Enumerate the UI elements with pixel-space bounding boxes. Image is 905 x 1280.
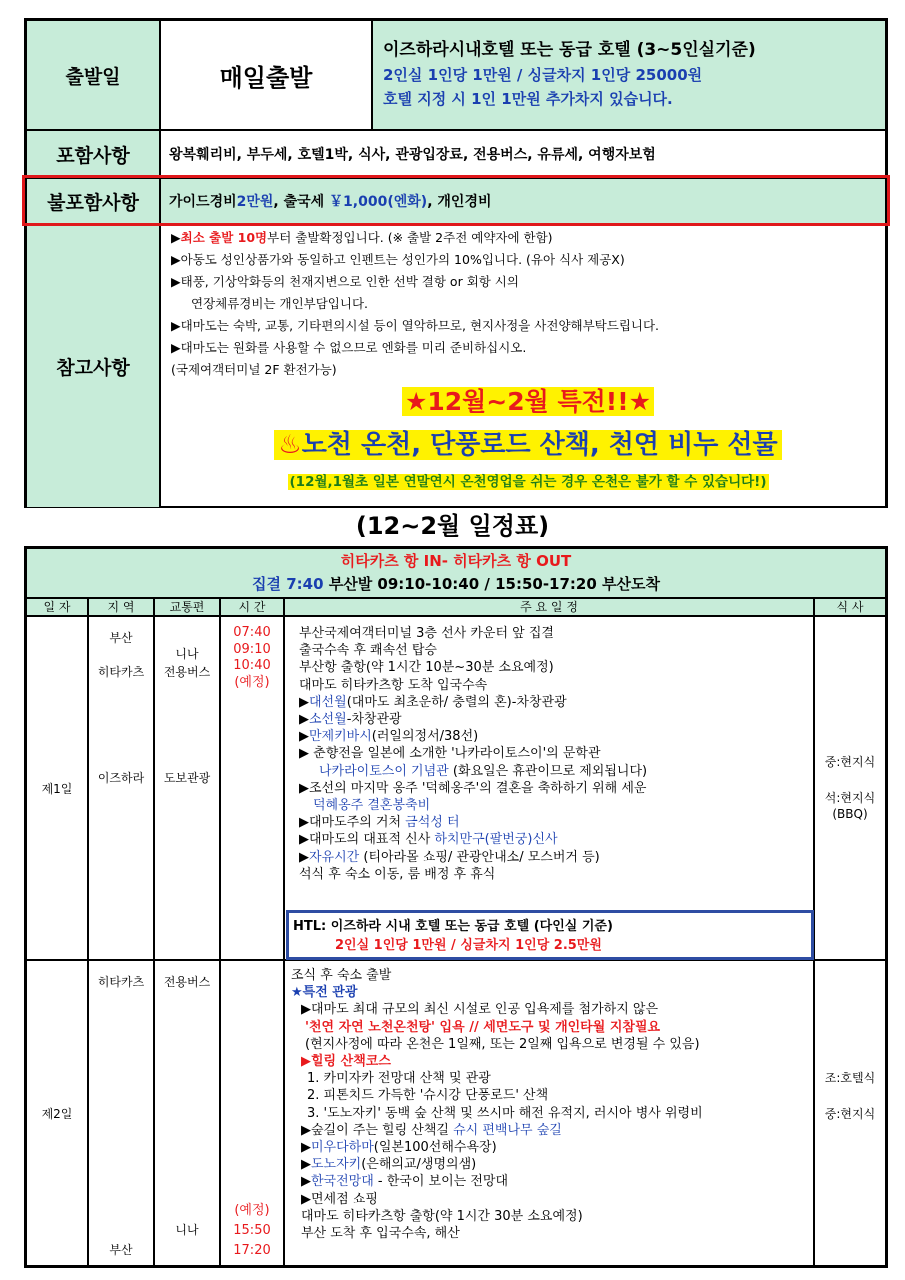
- note-3: ▶태풍, 기상악화등의 천재지변으로 인한 선박 결항 or 회항 시의: [171, 274, 519, 289]
- notes-label: 참고사항: [56, 356, 130, 379]
- note-2: ▶아동도 성인상품가와 동일하고 인펜트는 성인가의 10%입니다. (유아 식사 제공X): [171, 252, 625, 267]
- day1-transport-2: 도보관광: [163, 771, 211, 785]
- note-6: ▶대마도는 원화를 사용할 수 없으므로 엔화를 미리 준비하십시오.: [171, 340, 527, 355]
- d2-l16: 부산 도착 후 입국수속, 해산: [301, 1226, 460, 1242]
- day1-transport-0: 니나: [175, 647, 199, 661]
- d1-l15: 석식 후 숙소 이동, 룸 배정 후 휴식: [299, 866, 496, 882]
- day1-time-1: 09:10: [233, 641, 271, 657]
- note-1: [171, 227, 885, 249]
- day1-meal-cell: [814, 616, 886, 960]
- col-day: 일 자: [26, 598, 88, 616]
- d2-l1: 조식 후 숙소 출발: [291, 968, 392, 983]
- day2-transport-cell: [154, 960, 220, 1266]
- excluded-c: , 출국세: [273, 194, 330, 210]
- notes-label-cell: [26, 224, 160, 508]
- depart-value-cell: [160, 20, 372, 130]
- d1-l14: [299, 849, 813, 866]
- schedule-table: [24, 546, 888, 1268]
- day1-time-0: 07:40: [233, 625, 271, 640]
- schedule-title: (12~2월 일정표): [355, 512, 550, 540]
- d2-l8: 2. 피톤치드 가득한 '슈시강 단풍로드' 산책: [307, 1088, 549, 1104]
- depart-value: 매일출발: [219, 63, 313, 92]
- d1-l5: [299, 694, 813, 711]
- schedule-header: [26, 548, 886, 598]
- excluded-highlight-box: [22, 175, 890, 226]
- ferry-times: 부산발 09:10-10:40 / 15:50-17:20 부산도착: [323, 575, 660, 593]
- hotel-line2: 2인실 1인당 1만원 / 싱글차지 1인당 25000원: [383, 66, 703, 84]
- day2-transport-1: 니나: [175, 1223, 199, 1237]
- d1-l14-bullet: ▶: [299, 849, 309, 865]
- hotel-line1: 이즈하라시내호텔 또는 동급 호텔 (3~5인실기준): [383, 40, 756, 60]
- day1-time-2: 10:40: [233, 658, 271, 673]
- hotel-box-line2: 2인실 1인당 1만원 / 싱글차지 1인당 2.5만원: [335, 938, 602, 953]
- note-1-bullet: ▶: [171, 230, 181, 245]
- day2-time-1: 15:50: [233, 1223, 271, 1238]
- day1-meal-3: (BBQ): [832, 807, 868, 821]
- excluded-b: 2만원: [236, 194, 274, 210]
- d1-l6-place: 소선월: [309, 712, 347, 728]
- d1-l7-desc: (러일의정서/38선): [371, 729, 479, 745]
- col-region: 지 역: [88, 598, 154, 616]
- d2-l10-place: 슈시 편백나무 숲길: [453, 1122, 562, 1138]
- d2-l12-bullet: ▶: [301, 1157, 311, 1173]
- d1-l5-place: 대선월: [309, 694, 347, 710]
- d2-l14: ▶면세점 쇼핑: [301, 1191, 378, 1207]
- excluded-a: 가이드경비: [169, 194, 237, 210]
- day2-transport-0: 전용버스: [163, 975, 211, 989]
- d1-l14-place: 자유시간: [309, 849, 360, 865]
- day1-time-3: (예정): [234, 674, 270, 690]
- hot-spring-icon: ♨: [278, 430, 302, 460]
- promo-line: 노천 온천, 단풍로드 산책, 천연 비누 선물: [301, 430, 778, 460]
- d1-l5-desc: (대마도 최초운하/ 충렬의 혼)-차창관광: [346, 694, 567, 710]
- d2-l5: (현지사정에 따라 온천은 1일째, 또는 2일째 입욕으로 변경될 수 있음): [305, 1036, 700, 1052]
- d2-l12: [291, 1156, 813, 1173]
- day2-schedule-cell: [284, 960, 814, 1266]
- d1-l12-place: 금석성 터: [405, 815, 460, 831]
- d2-l10-desc: ▶숲길이 주는 힐링 산책길: [301, 1122, 454, 1138]
- col-meal: 식 사: [814, 598, 886, 616]
- day1-transport-1: 전용버스: [163, 665, 211, 679]
- gather-time: 집결 7:40: [252, 575, 324, 593]
- included-label: 포함사항: [56, 144, 130, 167]
- d1-l7-place: 만제키바시: [309, 729, 372, 745]
- route-text: 히타카츠 항 IN- 히타카츠 항 OUT: [340, 552, 572, 570]
- d1-l13: [299, 831, 813, 848]
- day1-transport-cell: [154, 616, 220, 960]
- promo-warning: (12월,1월초 일본 연말연시 온천영업을 쉬는 경우 온천은 불가 할 수 있습니다!): [289, 474, 767, 490]
- d2-l11: [291, 1139, 813, 1156]
- excluded-e: , 개인경비: [427, 194, 492, 210]
- note-4: 연장체류경비는 개인부담입니다.: [191, 296, 368, 311]
- d2-l13-bullet: ▶: [301, 1174, 311, 1190]
- d2-l4: '천연 자연 노천온천탕' 입욕 // 세면도구 및 개인타월 지참필요: [305, 1019, 661, 1035]
- promo-title: ★12월~2월 특전!!★: [402, 387, 654, 416]
- excluded-label: 불포함사항: [47, 191, 139, 214]
- included-value-cell: [160, 130, 886, 178]
- day2-meal-2: 중:현지식: [824, 1107, 876, 1121]
- day1-meal-2: 석:현지식: [824, 791, 876, 805]
- d2-l11-bullet: ▶: [301, 1140, 311, 1156]
- day1-region-cell: [88, 616, 154, 960]
- day2-day-cell: [26, 960, 88, 1266]
- d1-l10: ▶조선의 마지막 옹주 '덕혜옹주'의 결혼을 축하하기 위해 세운: [299, 780, 647, 796]
- day1-time-cell: [220, 616, 284, 960]
- d2-l10: [291, 1122, 813, 1139]
- d1-l3: 부산항 출항(약 1시간 10분~30분 소요예정): [299, 660, 554, 676]
- hotel-info-cell: [372, 20, 886, 130]
- d1-l5-bullet: ▶: [299, 694, 309, 710]
- d1-l6-desc: -차창관광: [346, 712, 402, 728]
- d1-l8: ▶ 춘향전을 일본에 소개한 '나카라이토스이'의 문학관: [299, 746, 601, 762]
- d2-l7: 1. 카미자카 전망대 산책 및 관광: [307, 1071, 491, 1087]
- d1-l12: [299, 814, 813, 831]
- info-table: [24, 18, 888, 508]
- d1-l7: [299, 728, 813, 745]
- d1-l2: 출국수속 후 쾌속선 탑승: [299, 643, 437, 659]
- d1-l12-desc: ▶대마도주의 거처: [299, 815, 406, 831]
- d2-l12-place: 도노자키: [311, 1157, 362, 1173]
- note-7: (국제여객터미널 2F 환전가능): [171, 362, 337, 377]
- day1-region-2: 이즈하라: [97, 771, 145, 785]
- day2-region-1: 부산: [109, 1243, 133, 1257]
- d1-l13-place: 하치만구(팔번궁)신사: [434, 832, 558, 848]
- d1-l1: 부산국제여객터미널 3층 선사 카운터 앞 집결: [299, 626, 554, 641]
- note-1-rest: 부터 출발확정입니다. (※ 출발 2주전 예약자에 한함): [267, 230, 553, 245]
- d2-l15: 대마도 히타카츠항 출항(약 1시간 30분 소요예정): [301, 1208, 583, 1224]
- d1-l7-bullet: ▶: [299, 729, 309, 745]
- day2-meal-1: 조:호텔식: [824, 1071, 876, 1085]
- note-5: ▶대마도는 숙박, 교통, 기타편의시설 등이 열악하므로, 현지사정을 사전양해부탁드립니다.: [171, 318, 660, 333]
- d1-l9: [299, 763, 813, 780]
- day2-time-0: (예정): [234, 1203, 270, 1218]
- d1-l11: 덕혜옹주 결혼봉축비: [313, 798, 431, 814]
- d2-l13-desc: - 한국이 보이는 전망대: [373, 1174, 509, 1190]
- hotel-line3: 호텔 지정 시 1인 1만원 추가차지 있습니다.: [383, 90, 673, 108]
- d1-l4: 대마도 히타카츠항 도착 입국수속: [299, 677, 488, 693]
- col-time: 시 간: [220, 598, 284, 616]
- day2-label: 제2일: [41, 1106, 73, 1121]
- depart-label: 출발일: [65, 65, 121, 88]
- d2-l2: ★특전 관광: [291, 985, 358, 1001]
- hotel-box-line1: HTL: 이즈하라 시내 호텔 또는 동급 호텔 (다인실 기준): [293, 919, 613, 934]
- d1-l9-desc: (화요일은 휴관이므로 제외됩니다): [448, 763, 648, 779]
- note-1-red: 최소 출발: [180, 230, 238, 245]
- day1-schedule-cell: [284, 616, 814, 960]
- included-label-cell: [26, 130, 160, 178]
- d2-l13-place: 한국전망대: [311, 1174, 374, 1190]
- d1-l14-desc: (티아라몰 쇼핑/ 관광안내소/ 모스버거 등): [359, 849, 600, 865]
- col-schedule: 주 요 일 정: [284, 598, 814, 616]
- d2-l12-desc: (은해의교/생명의샘): [361, 1157, 477, 1173]
- day1-hotel-box: [286, 910, 814, 960]
- notes-cell: [160, 224, 886, 508]
- d2-l11-place: 미우다하마: [311, 1140, 374, 1156]
- day2-time-2: 17:20: [233, 1243, 271, 1258]
- depart-label-cell: [26, 20, 160, 130]
- d2-l13: [291, 1173, 813, 1190]
- day1-meal-1: 중:현지식: [824, 755, 876, 769]
- d1-l9-place: 나카라이토스이 기념관: [319, 763, 449, 779]
- d2-l3: ▶대마도 최대 규모의 최신 시설로 인공 입욕제를 첨가하지 않은: [301, 1002, 659, 1018]
- day1-label: 제1일: [41, 781, 73, 796]
- col-transport: 교통편: [154, 598, 220, 616]
- day1-day-cell: [26, 616, 88, 960]
- excluded-d: ￥1,000(엔화): [329, 194, 428, 210]
- d1-l6: [299, 711, 813, 728]
- included-value: 왕복훼리비, 부두세, 호텔1박, 식사, 관광입장료, 전용버스, 유류세, 여행자보험: [169, 147, 656, 163]
- day2-region-0: 히타카츠: [97, 975, 145, 989]
- d2-l9: 3. '도노자키' 동백 숲 산책 및 쓰시마 해전 유적지, 러시아 병사 위령비: [307, 1105, 703, 1121]
- d2-l6: ▶힐링 산책코스: [301, 1054, 391, 1070]
- day2-region-cell: [88, 960, 154, 1266]
- day1-region-0: 부산: [109, 631, 133, 645]
- d2-l11-desc: (일본100선해수욕장): [373, 1140, 497, 1156]
- d1-l6-bullet: ▶: [299, 712, 309, 728]
- d1-l13-desc: ▶대마도의 대표적 신사: [299, 832, 435, 848]
- note-1-min: 10명: [237, 230, 268, 245]
- day2-time-cell: [220, 960, 284, 1266]
- day1-region-1: 히타카츠: [97, 665, 145, 679]
- day2-meal-cell: [814, 960, 886, 1266]
